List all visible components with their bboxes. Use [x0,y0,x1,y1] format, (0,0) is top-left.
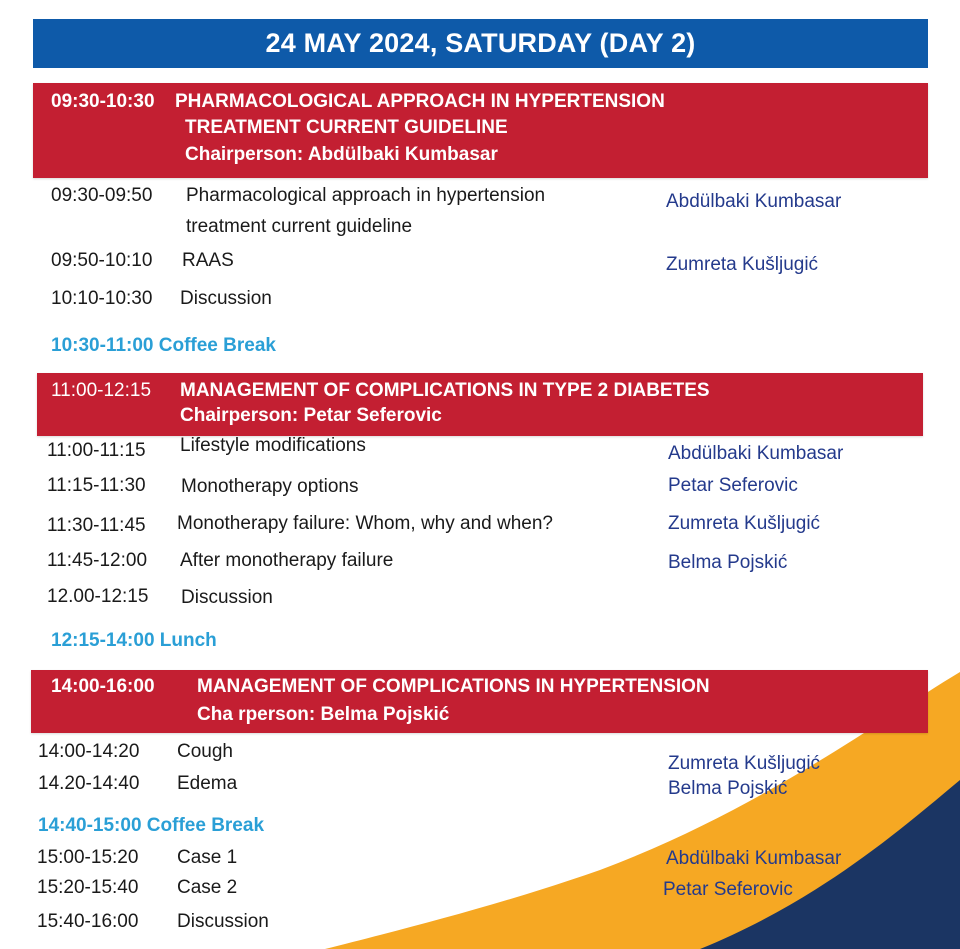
session-2-time: 11:00-12:15 [51,380,152,401]
talk-title: Case 1 [177,847,238,868]
session-2-chair: Chairperson: Petar Seferovic [180,405,442,426]
talk-title: Edema [177,773,238,794]
talk-time: 09:50-10:10 [51,250,153,271]
talk-speaker: Abdülbaki Kumbasar [666,191,842,212]
talk-speaker: Petar Seferovic [663,879,793,900]
talk-title: Discussion [181,587,273,608]
talk-time: 11:30-11:45 [47,515,146,536]
talk-speaker: Zumreta Kušljugić [668,753,821,774]
talk-time: 11:00-11:15 [47,440,146,461]
talk-title: Lifestyle modifications [180,435,366,456]
talk-title-line1: Pharmacological approach in hypertension [186,185,546,206]
talk-speaker: Abdülbaki Kumbasar [666,848,842,869]
talk-title: Discussion [180,288,272,309]
talk-speaker: Zumreta Kušljugić [668,513,821,534]
session-1-time: 09:30-10:30 [51,91,155,112]
talk-title-line2: treatment current guideline [186,216,413,237]
talk-title: RAAS [182,250,234,271]
session-3-chair: Cha rperson: Belma Pojskić [197,704,450,725]
talk-time: 14:00-14:20 [38,741,140,762]
talk-time: 14.20-14:40 [38,773,140,794]
talk-speaker: Zumreta Kušljugić [666,254,819,275]
talk-title: Discussion [177,911,269,932]
session-1-title-line2: TREATMENT CURRENT GUIDELINE [185,117,508,138]
day-title: 24 MAY 2024, SATURDAY (DAY 2) [265,28,696,58]
talk-title: Monotherapy failure: Whom, why and when? [177,513,553,534]
coffee-break-2: 14:40-15:00 Coffee Break [38,815,265,836]
talk-title: Monotherapy options [181,476,359,497]
session-1-chair: Chairperson: Abdülbaki Kumbasar [185,144,498,165]
lunch-break: 12:15-14:00 Lunch [51,630,217,651]
session-3-time: 14:00-16:00 [51,676,155,697]
talk-title: Case 2 [177,877,238,898]
talk-title: After monotherapy failure [180,550,394,571]
session-2-title: MANAGEMENT OF COMPLICATIONS IN TYPE 2 DIABETES [180,380,710,401]
talk-time: 09:30-09:50 [51,185,153,206]
talk-speaker: Belma Pojskić [668,552,788,573]
coffee-break-1: 10:30-11:00 Coffee Break [51,335,276,356]
talk-time: 15:00-15:20 [37,847,139,868]
talk-time: 15:20-15:40 [37,877,139,898]
session-1-title-line1: PHARMACOLOGICAL APPROACH IN HYPERTENSION [175,91,665,112]
talk-speaker: Belma Pojskić [668,778,788,799]
talk-speaker: Petar Seferovic [668,475,798,496]
session-3-title: MANAGEMENT OF COMPLICATIONS IN HYPERTENSION [197,676,710,697]
talk-time: 15:40-16:00 [37,911,139,932]
talk-time: 10:10-10:30 [51,288,153,309]
talk-speaker: Abdülbaki Kumbasar [668,443,844,464]
talk-title: Cough [177,741,233,762]
talk-time: 11:15-11:30 [47,475,146,496]
talk-time: 11:45-12:00 [47,550,148,571]
talk-time: 12.00-12:15 [47,586,149,607]
